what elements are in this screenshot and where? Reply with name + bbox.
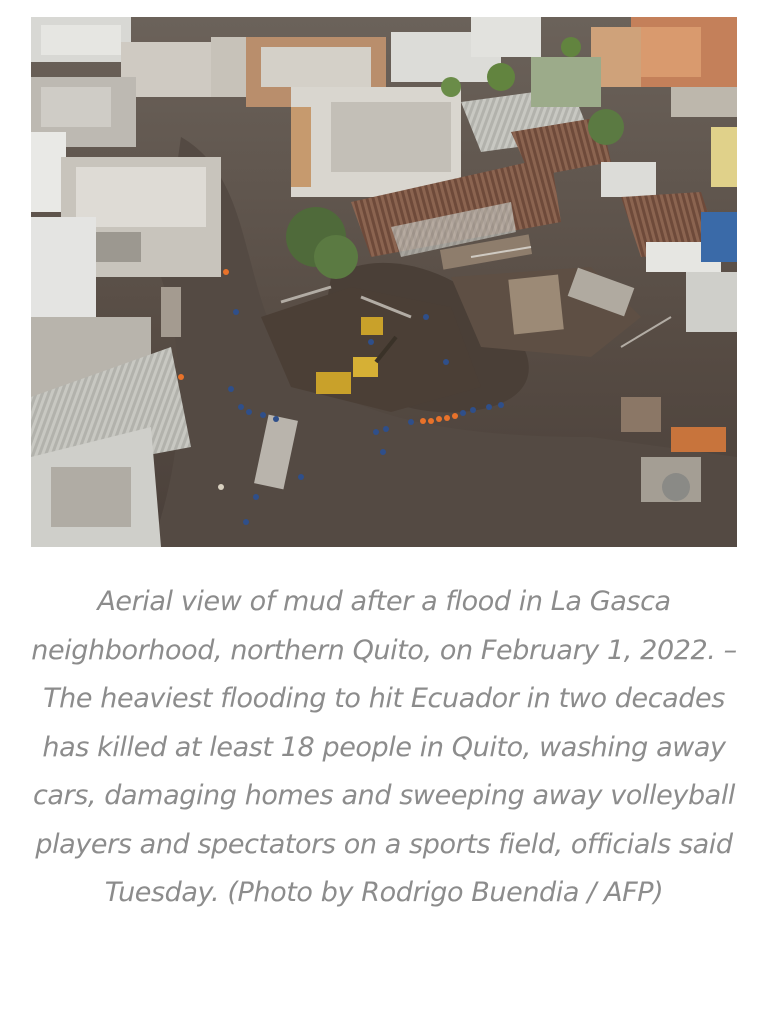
photo-caption: Aerial view of mud after a flood in La Gasca neighborhood, northern Quito, on February 1, 2022. – The heaviest flooding to hit Ecuador in two decades has killed at least 18 people in Quito, washing away cars, damaging homes and sweeping away volleyball players and spectators on a sports field, officials said Tuesday. (Photo by Rodrigo Buendia / AFP): [31, 586, 737, 908]
news-photo: [31, 17, 737, 547]
aerial-flood-scene: [31, 17, 737, 547]
